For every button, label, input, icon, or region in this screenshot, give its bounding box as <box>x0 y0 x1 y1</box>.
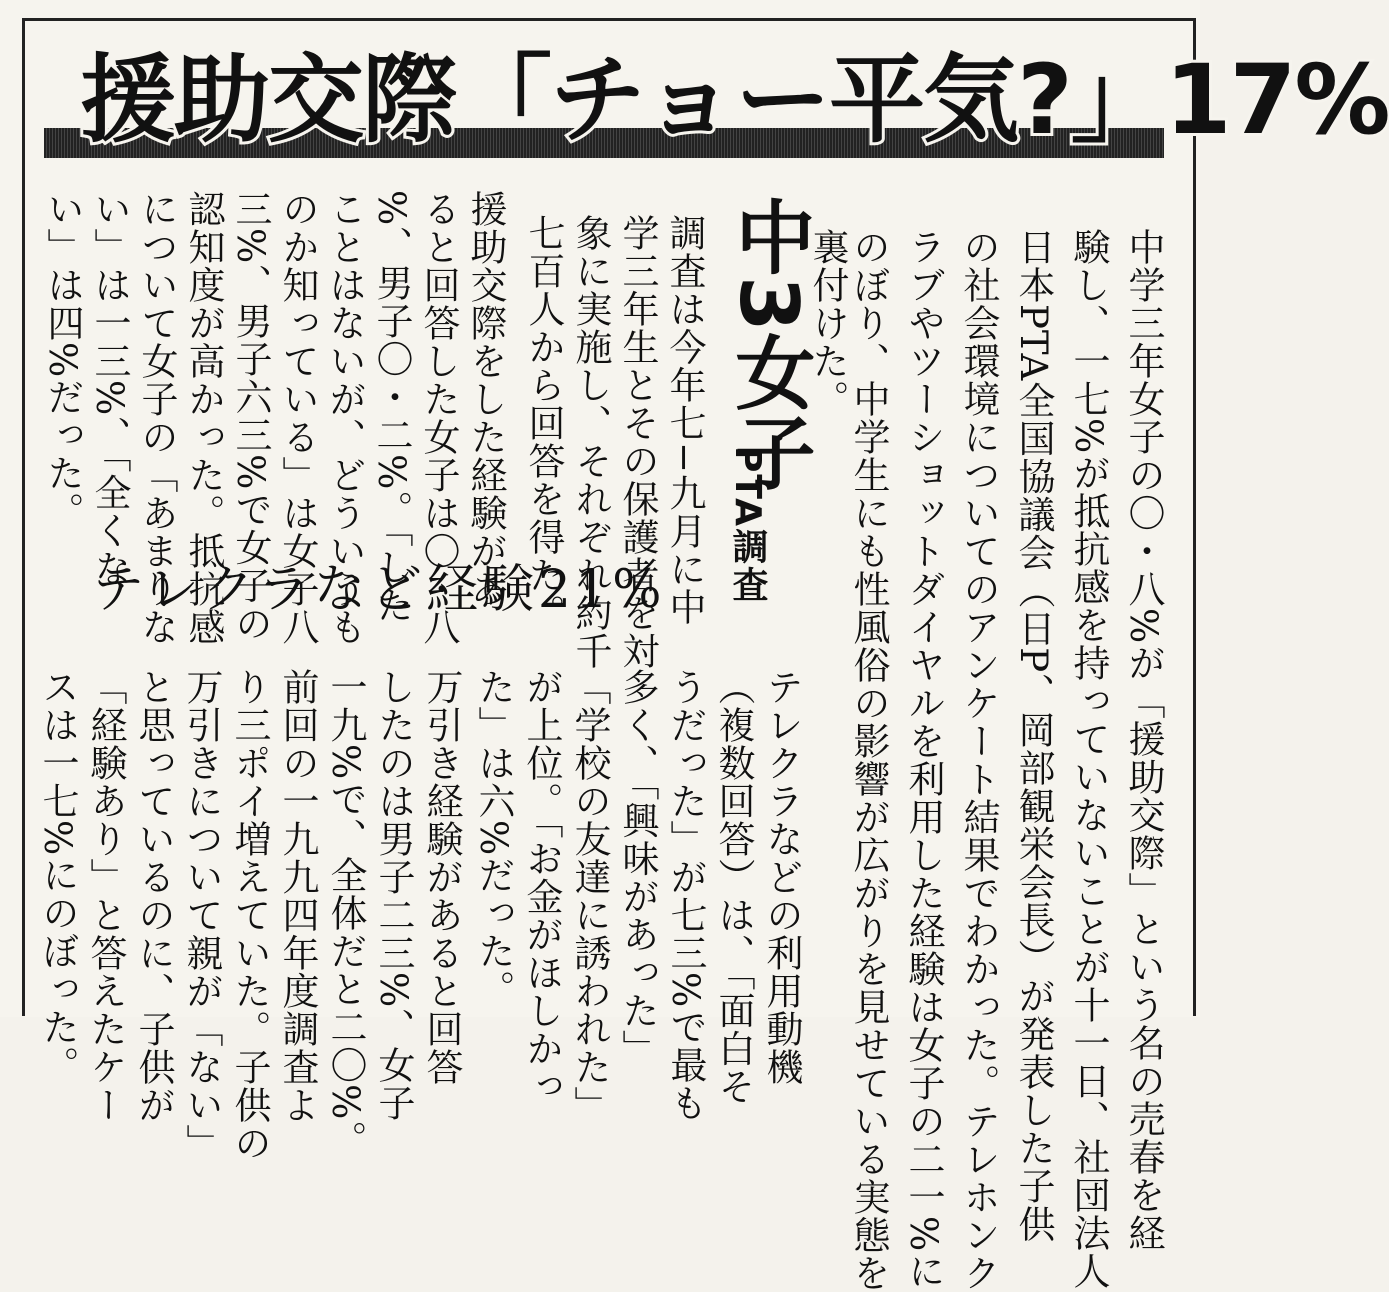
body-line: %、男子〇・二%。「した <box>370 190 413 624</box>
secondary-headline: テレクラなど経験21% <box>92 560 666 620</box>
body-line: 象に実施し、それぞれ約千 <box>569 214 612 670</box>
body-line: た」は六%だった。 <box>472 668 515 1009</box>
body-line: 万引き経験があると回答 <box>420 668 463 1086</box>
body-line: したのは男子二三%、女子 <box>372 668 415 1123</box>
subheadline: 中3女子 <box>722 196 815 492</box>
body-line: 「経験あり」と答えたケー <box>84 668 127 1124</box>
body-line: 七百人から回答を得た。 <box>522 214 565 632</box>
body-line: うだった」が七三%で最も <box>664 668 707 1123</box>
lead-line: ラブやツーショットダイヤルを利用した経験は女子の二一%に <box>902 228 945 1291</box>
body-line: （複数回答）は、「面白そ <box>712 668 755 1106</box>
subheadline-source: PTA調査 <box>727 446 768 605</box>
body-line: 前回の一九九四年度調査よ <box>276 668 319 1124</box>
body-line: テレクラなどの利用動機 <box>760 668 803 1086</box>
body-line: 万引きについて親が「ない」 <box>180 668 223 1162</box>
lead-line: 中学三年女子の〇・八%が「援助交際」という名の売春を経 <box>1122 228 1165 1253</box>
lead-line: の社会環境についてのアンケート結果でわかった。テレホンク <box>957 228 1000 1292</box>
body-line: スは一七%にのぼった。 <box>36 668 79 1085</box>
lead-line: 験し、一七%が抵抗感を持っていないことが十一日、社団法人 <box>1067 228 1110 1291</box>
body-line: ことはないが、どういうも <box>323 190 366 646</box>
body-line: のか知っている」は女子八 <box>276 190 319 646</box>
body-line: 三%、男子六三%で女子の <box>229 190 272 643</box>
body-line: い」は四%だった。 <box>41 190 84 531</box>
body-line: と思っているのに、子供が <box>132 668 175 1124</box>
body-line: ると回答した女子は〇・八 <box>417 190 460 646</box>
body-line: 調査は今年七−九月に中 <box>663 214 706 627</box>
body-line: 認知度が高かった。抵抗感 <box>182 190 225 646</box>
body-line: 学三年生とその保護者を対 <box>616 214 659 670</box>
body-line: 一九%で、全体だと二〇%。 <box>324 668 367 1159</box>
body-line: 多く、「興味があった」 <box>616 668 659 1068</box>
body-line: り三ポイ増えていた。子供の <box>228 668 271 1162</box>
lead-line: 日本PTA全国協議会（日P、岡部観栄会長）が発表した子供 <box>1012 228 1055 1244</box>
body-line: 「学校の友達に誘われた」 <box>568 668 611 1124</box>
lead-line: 裏付けた。 <box>806 228 849 418</box>
body-line: が上位。「お金がほしかっ <box>520 668 563 1106</box>
body-line: 援助交際をした経験があ <box>464 190 507 608</box>
lead-line: のぼり、中学生にも性風俗の影響が広がりを見せている実態を <box>847 228 890 1292</box>
headline: 援助交際「チョー平気?」17% <box>80 44 1389 156</box>
body-line: について女子の「あまりな <box>135 190 178 646</box>
body-line: い」は一三%、「全くな <box>88 190 131 588</box>
